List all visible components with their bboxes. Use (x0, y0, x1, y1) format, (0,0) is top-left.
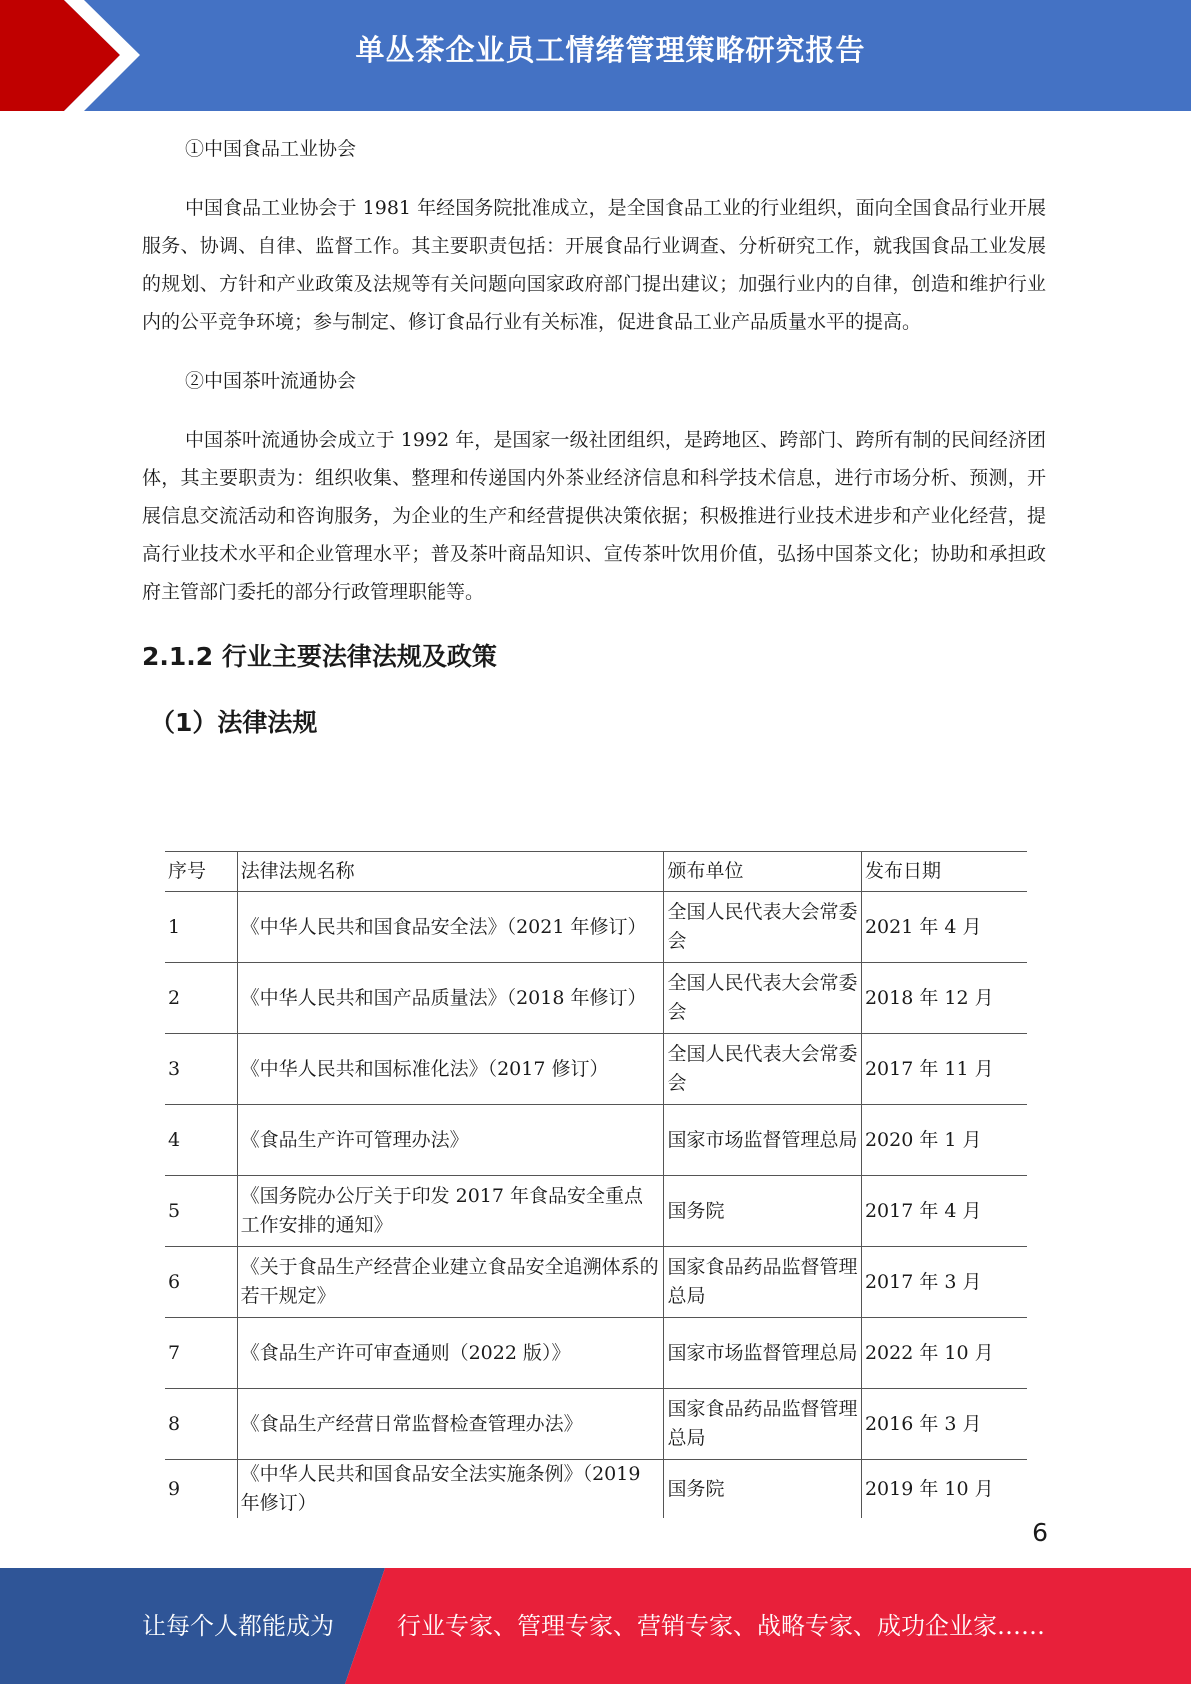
cell-name: 《国务院办公厅关于印发 2017 年食品安全重点工作安排的通知》 (237, 1176, 664, 1247)
cell-issuer: 全国人民代表大会常委会 (664, 892, 861, 963)
cell-name: 《中华人民共和国食品安全法实施条例》（2019 年修订） (237, 1460, 664, 1519)
page-header (0, 0, 1191, 111)
table-header-row (165, 852, 1027, 892)
cell-no: 5 (165, 1176, 237, 1247)
cell-issuer: 国务院 (664, 1176, 861, 1247)
cell-issuer: 国家市场监督管理总局 (664, 1318, 861, 1389)
cell-date: 2019 年 10 月 (861, 1460, 1027, 1519)
cell-issuer: 国家食品药品监督管理总局 (664, 1389, 861, 1460)
cell-no: 1 (165, 892, 237, 963)
cell-no: 6 (165, 1247, 237, 1318)
cell-no: 4 (165, 1105, 237, 1176)
cell-date: 2022 年 10 月 (861, 1318, 1027, 1389)
footer-slogan-left: 让每个人都能成为 (142, 1612, 334, 1640)
cell-no: 2 (165, 963, 237, 1034)
table-row (165, 1034, 1027, 1105)
report-title: 单丛茶企业员工情绪管理策略研究报告 (355, 33, 866, 67)
assoc2-paragraph: 中国茶叶流通协会成立于 1992 年，是国家一级社团组织，是跨地区、跨部门、跨所有制的民间经济团体，其主要职责为：组织收集、整理和传递国内外茶业经济信息和科学技术信息，进行市场分析、预测，开展信息交流活动和咨询服务，为企业的生产和经营提供决策依据；积极推进行业技术进步和产业化经营，提高行业技术水平和企业管理水平；普及茶叶商品知识、宣传茶叶饮用价值，弘扬中国茶文化；协助和承担政府主管部门委托的部分行政管理职能等。 (142, 429, 1046, 603)
cell-no: 7 (165, 1318, 237, 1389)
cell-name: 《中华人民共和国标准化法》（2017 修订） (237, 1034, 664, 1105)
table-row (165, 1460, 1027, 1519)
cell-issuer: 国务院 (664, 1460, 861, 1519)
cell-name: 《中华人民共和国食品安全法》（2021 年修订） (237, 892, 664, 963)
table-row (165, 1389, 1027, 1460)
table-row (165, 1247, 1027, 1318)
cell-date: 2021 年 4 月 (861, 892, 1027, 963)
table-row (165, 892, 1027, 963)
col-header-issuer: 颁布单位 (664, 852, 861, 892)
cell-name: 《食品生产经营日常监督检查管理办法》 (237, 1389, 664, 1460)
assoc1-paragraph: 中国食品工业协会于 1981 年经国务院批准成立，是全国食品工业的行业组织，面向全国食品行业开展服务、协调、自律、监督工作。其主要职责包括：开展食品行业调查、分析研究工作，就我国食品工业发展的规划、方针和产业政策及法规等有关问题向国家政府部门提出建议；加强行业内的自律，创造和维护行业内的公平竞争环境；参与制定、修订食品行业有关标准，促进食品工业产品质量水平的提高。 (142, 197, 1046, 333)
cell-date: 2017 年 4 月 (861, 1176, 1027, 1247)
cell-no: 8 (165, 1389, 237, 1460)
col-header-name: 法律法规名称 (237, 852, 664, 892)
assoc2-label: ②中国茶叶流通协会 (185, 370, 357, 392)
table-row (165, 1318, 1027, 1389)
cell-no: 9 (165, 1460, 237, 1519)
cell-date: 2018 年 12 月 (861, 963, 1027, 1034)
cell-issuer: 全国人民代表大会常委会 (664, 963, 861, 1034)
cell-name: 《食品生产许可管理办法》 (237, 1105, 664, 1176)
footer-slogan-right: 行业专家、管理专家、营销专家、战略专家、成功企业家…… (397, 1612, 1045, 1640)
cell-name: 《中华人民共和国产品质量法》（2018 年修订） (237, 963, 664, 1034)
cell-date: 2017 年 3 月 (861, 1247, 1027, 1318)
cell-no: 3 (165, 1034, 237, 1105)
table-row (165, 1176, 1027, 1247)
section-heading-2-1-2: 2.1.2 行业主要法律法规及政策 (142, 642, 497, 671)
cell-issuer: 国家食品药品监督管理总局 (664, 1247, 861, 1318)
page-footer (0, 1568, 1191, 1684)
cell-issuer: 国家市场监督管理总局 (664, 1105, 861, 1176)
page-body (142, 131, 1046, 743)
cell-name: 《关于食品生产经营企业建立食品安全追溯体系的若干规定》 (237, 1247, 664, 1318)
cell-date: 2016 年 3 月 (861, 1389, 1027, 1460)
col-header-no: 序号 (165, 852, 237, 892)
laws-table (165, 851, 1027, 1518)
subsection-heading-laws: （1）法律法规 (150, 708, 318, 737)
assoc1-label: ①中国食品工业协会 (185, 138, 357, 160)
table-row (165, 963, 1027, 1034)
cell-date: 2017 年 11 月 (861, 1034, 1027, 1105)
cell-name: 《食品生产许可审查通则（2022 版）》 (237, 1318, 664, 1389)
col-header-date: 发布日期 (861, 852, 1027, 892)
page-number: 6 (1032, 1518, 1048, 1547)
cell-issuer: 全国人民代表大会常委会 (664, 1034, 861, 1105)
cell-date: 2020 年 1 月 (861, 1105, 1027, 1176)
table-row (165, 1105, 1027, 1176)
